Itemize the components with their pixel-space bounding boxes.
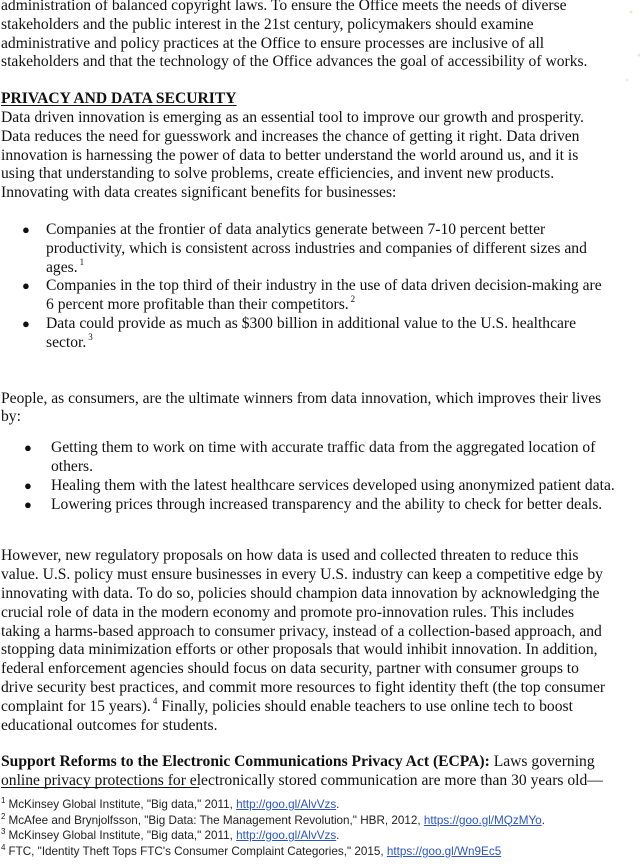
text-line: Data could provide as much as $300 billion in additional value to the U.S. healthcare: [46, 314, 577, 332]
footnote-punctuation: .: [336, 829, 340, 842]
paragraph-regulatory: [1, 547, 640, 735]
consumer-benefits-list: [1, 439, 640, 514]
footnote-text: McAfee and Brynjolfsson, "Big Data: The Management Revolution," HBR, 2012,: [8, 813, 424, 827]
list-item: [1, 439, 640, 477]
footnote-2: [1, 813, 545, 829]
text-line: ages.: [46, 258, 78, 276]
text-line: administration of balanced copyright laws. To ensure the Office meets the needs of diverse: [1, 0, 567, 14]
text-line: others.: [51, 457, 94, 475]
footnote-link[interactable]: http://goo.gl/AlvVzs: [236, 798, 337, 811]
footnote-ref[interactable]: 3: [88, 331, 93, 342]
text-line: Innovating with data creates significant benefits for businesses:: [1, 184, 397, 202]
text-segment: Laws governing: [489, 753, 595, 771]
text-line: Lowering prices through increased transparency and the ability to check for better deals.: [51, 495, 603, 513]
text-line: administrative and policy practices at the Office to ensure processes are inclusive of all: [1, 34, 545, 52]
text-line: People, as consumers, are the ultimate winners from data innovation, which improves their lives: [1, 389, 602, 407]
text-line: However, new regulatory proposals on how data is used and collected threaten to reduce this: [1, 547, 579, 565]
text-segment: complaint for 15 years).: [1, 697, 151, 715]
footnote-separator: [1, 787, 199, 788]
text-line: Companies in the top third of their industry in the use of data driven decision-making are: [46, 277, 602, 295]
text-line: crucial role of data in the modern economy and promote pro-innovation rules. This includes: [1, 603, 575, 621]
footnote-link[interactable]: http://goo.gl/AlvVzs: [236, 829, 337, 842]
footnote-text: McKinsey Global Institute, "Big data," 2011,: [8, 798, 237, 811]
bullet-icon: ●: [22, 221, 30, 237]
footnote-number: 4: [1, 842, 6, 852]
bullet-icon: ●: [24, 496, 32, 512]
footnote-ref[interactable]: 1: [79, 256, 85, 267]
footnote-number: 2: [1, 811, 6, 821]
section-heading: PRIVACY AND DATA SECURITY: [1, 90, 237, 108]
text-segment: Finally, policies should enable teachers to use online tech to boost: [157, 697, 573, 715]
text-line: by:: [1, 408, 21, 426]
text-line: taking a harms-based approach to consumer privacy, instead of a collection-based approach, and: [1, 622, 602, 640]
text-line: online privacy protections for electronically stored communication are more than 30 years old—: [1, 772, 603, 790]
text-line: stakeholders and that the technology of the Office advances the goal of accessibility of works.: [1, 53, 588, 71]
text-line: drive security best practices, and commit more resources to fight identity theft (the top consumer: [1, 678, 606, 696]
list-item: [1, 477, 640, 496]
footnote-1: [1, 797, 545, 813]
bullet-icon: ●: [24, 477, 32, 493]
text-line: stakeholders and the public interest in the 21st century, policymakers should examine: [1, 15, 534, 33]
text-line: stopping data minimization efforts or other proposals that would inhibit innovation. In addition,: [1, 641, 598, 659]
footnote-punctuation: .: [336, 798, 340, 811]
footnote-ref[interactable]: 4: [152, 695, 158, 706]
list-item: [1, 221, 640, 277]
footnote-4: [1, 844, 545, 860]
text-line: innovating with data. To do so, policies should champion data innovation by acknowledging the: [1, 584, 600, 602]
footnote-link[interactable]: https://goo.gl/Wn9Ec5: [386, 844, 502, 858]
footnote-link[interactable]: https://goo.gl/MQzMYo: [423, 813, 542, 827]
footnote-text: FTC, "Identity Theft Tops FTC's Consumer Complaint Categories," 2015,: [8, 844, 387, 858]
footnotes: [1, 797, 545, 859]
list-item: [1, 496, 640, 515]
list-item: [1, 277, 640, 315]
text-line: federal enforcement agencies should focus on data security, partner with consumer groups to: [1, 660, 579, 678]
footnote-punctuation: .: [541, 813, 545, 827]
ecpa-lead-heading: Support Reforms to the Electronic Communications Privacy Act (ECPA):: [1, 753, 490, 771]
text-line: Data reduces the need for guesswork and increases the chance of getting it right. Data driven: [1, 127, 580, 145]
bullet-icon: ●: [22, 315, 30, 331]
intro-paragraph: [1, 0, 640, 72]
footnote-number: 3: [1, 827, 6, 836]
text-line: sector.: [46, 333, 87, 351]
text-line: Healing them with the latest healthcare services developed using anonymized patient data.: [51, 476, 615, 494]
paragraph-ecpa: [1, 753, 640, 791]
text-line: productivity, which is consistent across industries and companies of different sizes and: [46, 239, 587, 257]
list-item: [1, 315, 640, 353]
text-line: Companies at the frontier of data analytics generate between 7-10 percent better: [46, 220, 546, 238]
text-line: Getting them to work on time with accurate traffic data from the aggregated location of: [51, 439, 596, 457]
paragraph-consumers: [1, 390, 640, 428]
bullet-icon: ●: [22, 278, 30, 294]
footnote-ref[interactable]: 2: [350, 294, 356, 305]
business-benefits-list: [1, 221, 640, 353]
text-line: value. U.S. policy must ensure businesses in every U.S. industry can keep a competitive edge by: [1, 566, 603, 584]
text-line: Data driven innovation is emerging as an essential tool to improve our growth and prosperity.: [1, 108, 584, 126]
bullet-icon: ●: [24, 440, 32, 456]
footnote-3: [1, 828, 545, 844]
text-line: educational outcomes for students.: [1, 716, 218, 734]
footnote-text: McKinsey Global Institute, "Big data," 2011,: [8, 829, 237, 842]
paragraph-data-innovation: [1, 109, 640, 203]
text-line: using that understanding to solve problems, create efficiencies, and invent new products.: [1, 165, 555, 183]
text-line: 6 percent more profitable than their competitors.: [46, 296, 349, 314]
footnote-number: 1: [1, 796, 6, 805]
text-line: innovation is harnessing the power of data to better understand the world around us, and it is: [1, 146, 579, 164]
